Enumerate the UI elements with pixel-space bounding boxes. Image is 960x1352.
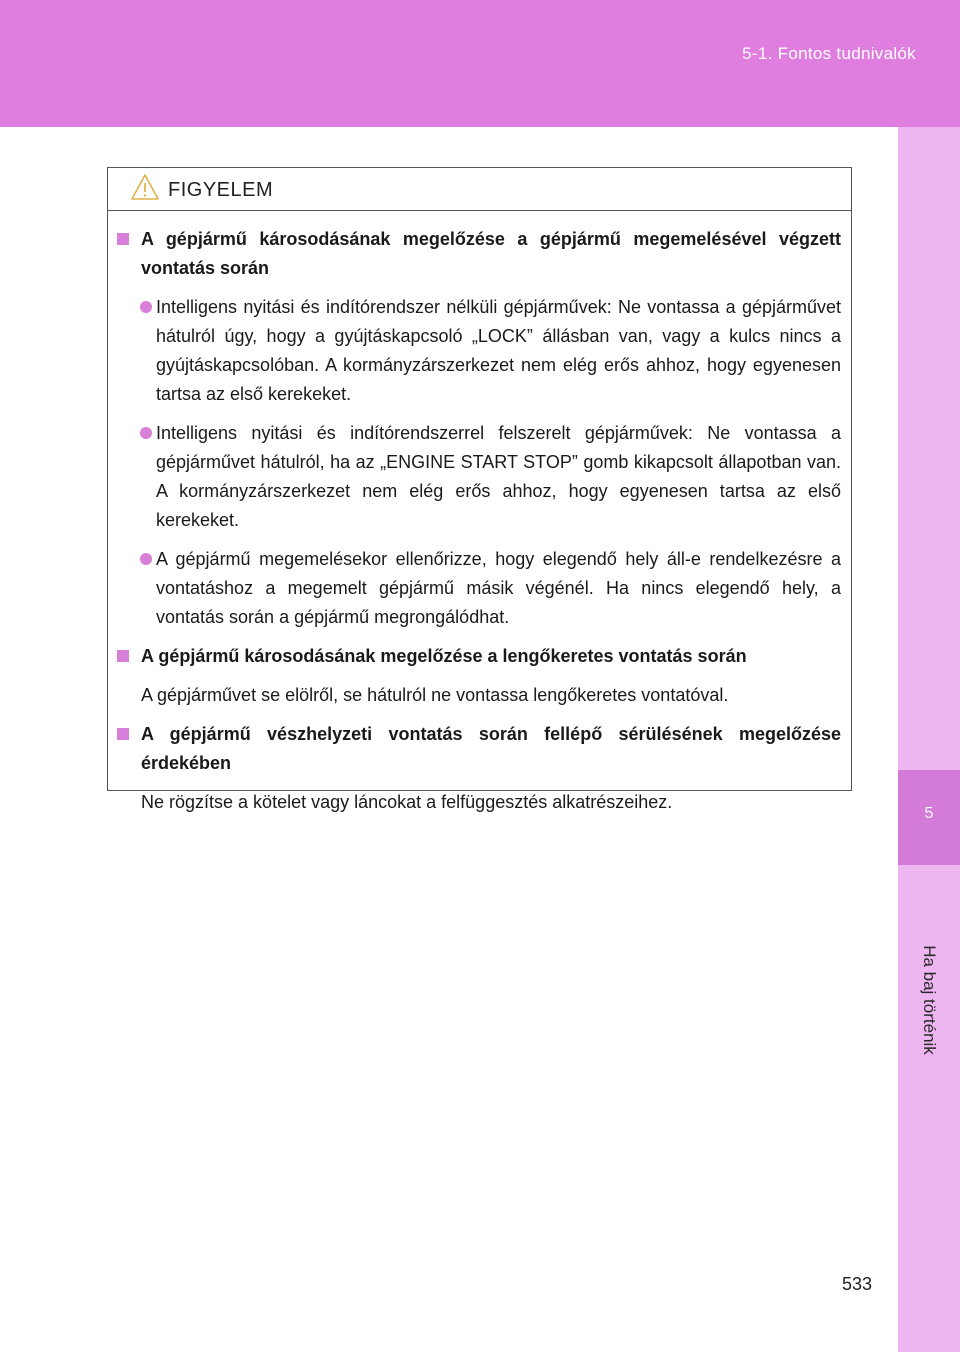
section-text: Ne rögzítse a kötelet vagy láncokat a felfüggesztés alkatrészeihez.: [141, 792, 673, 812]
bullet-item: [116, 545, 841, 632]
warning-title: FIGYELEM: [168, 179, 274, 201]
warning-box: [107, 167, 852, 812]
circle-bullet-icon: [140, 553, 152, 565]
circle-bullet-icon: [140, 427, 152, 439]
section-title: 5-1. Fontos tudnivalók: [742, 44, 916, 63]
bullet-text: Intelligens nyitási és indítórendszer nélküli gépjárművek: Ne vontassa a gépjárművet hátulról úgy, hogy a gyújtáskapcsoló „LOCK” állásban van, vagy a kulcs nincs a gyújtáskapcsolóban. A kormányzárszerkezet nem elég erős ahhoz, hogy egyenesen tartsa az első kerekeket.: [156, 297, 841, 404]
chapter-number: 5: [924, 805, 934, 822]
warning-header: [108, 168, 851, 211]
square-bullet-icon: [117, 728, 129, 740]
warning-triangle-icon: [130, 173, 160, 206]
chapter-side-tab: [898, 127, 960, 1352]
section-text: A gépjárművet se elölről, se hátulról ne vontassa lengőkeretes vontatóval.: [141, 685, 729, 705]
warning-body: [108, 211, 851, 817]
square-bullet-icon: [117, 650, 129, 662]
square-bullet-icon: [117, 233, 129, 245]
chapter-title: Ha baj történik: [920, 945, 939, 1055]
section-heading: [116, 225, 841, 283]
page-number: 533: [842, 1274, 873, 1294]
section-heading: [116, 642, 841, 671]
section-heading-text: A gépjármű károsodásának megelőzése a lengőkeretes vontatás során: [141, 646, 747, 666]
bullet-text: Intelligens nyitási és indítórendszerrel felszerelt gépjárművek: Ne vontassa a gépjárművet hátulról, ha az „ENGINE START STOP” gomb kikapcsolt állapotban van. A kormányzárszerkezet nem elég erős ahhoz, hogy egyenesen tartsa az első kerekeket.: [156, 423, 841, 530]
section-heading-text: A gépjármű károsodásának megelőzése a gépjármű megemelésével végzett vontatás során: [141, 229, 841, 278]
section-heading-text: A gépjármű vészhelyzeti vontatás során fellépő sérülésének megelőzése érdekében: [141, 724, 841, 773]
section-heading: [116, 720, 841, 778]
bullet-text: A gépjármű megemelésekor ellenőrizze, hogy elegendő hely áll-e rendelkezésre a vontatáshoz a megemelt gépjármű másik végénél. Ha nincs elegendő hely, a vontatás során a gépjármű megrongálódhat.: [156, 549, 841, 627]
bullet-item: [116, 293, 841, 409]
circle-bullet-icon: [140, 301, 152, 313]
bullet-item: [116, 419, 841, 535]
